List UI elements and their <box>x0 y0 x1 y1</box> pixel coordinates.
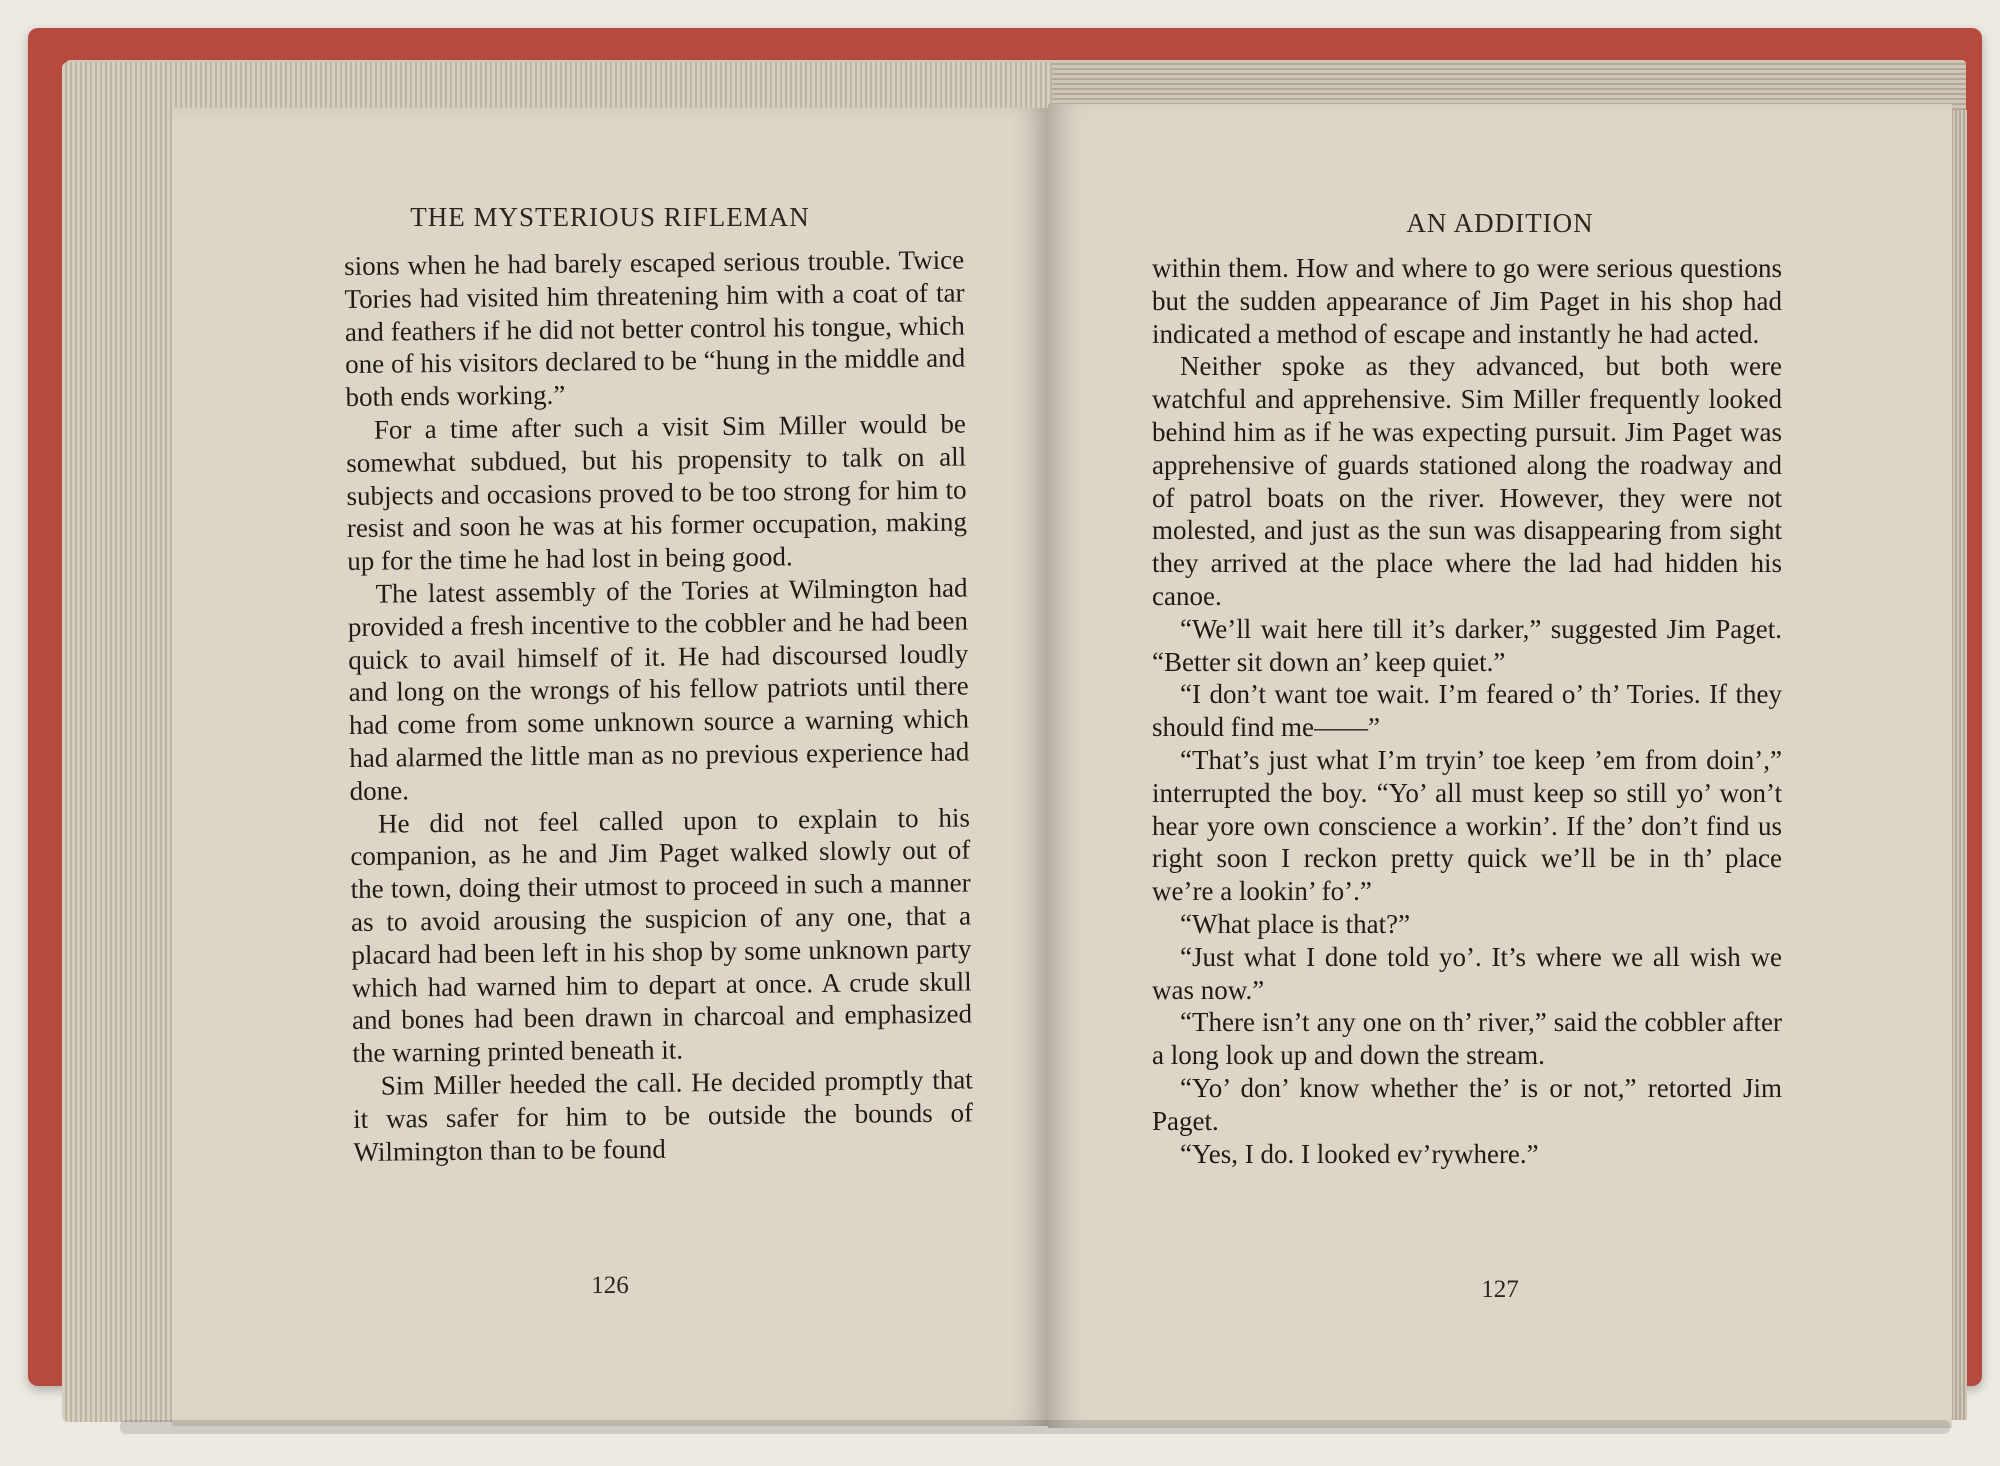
body-text <box>1152 252 1782 1170</box>
paragraph: “Just what I done told yo’. It’s where we all wish we was now.” <box>1152 941 1782 1005</box>
paragraph: “I don’t want toe wait. I’m feared o’ th’ Tories. If they should find me——” <box>1152 679 1782 743</box>
page-number: 127 <box>1481 1276 1519 1303</box>
paragraph: Sim Miller heeded the call. He decided promptly that it was safer for him to be outside the bounds of Wilmington than to be found <box>352 1064 974 1167</box>
paragraph: For a time after such a visit Sim Miller would be somewhat subdued, but his propensity to talk on all subjects and occasions proved to be too strong for him to resist and soon he was at his former occupation, making up for the time he had lost in being good. <box>346 408 968 577</box>
page-number: 126 <box>591 1272 629 1299</box>
running-head: THE MYSTERIOUS RIFLEMAN <box>410 202 810 232</box>
body-text <box>344 244 974 1169</box>
paragraph: The latest assembly of the Tories at Wilmington had provided a fresh incentive to the cobbler and he had been quick to avail himself of it. He had discoursed loudly and long on the wrongs of his fellow patriots until there had come from some unknown source a warning which had alarmed the little man as no previous experience had done. <box>347 572 970 806</box>
paragraph: sions when he had barely escaped serious trouble. Twice Tories had visited him threatening him with a coat of tar and feathers if he did not better control his tongue, which one of his visitors declared to be “hung in the middle and both ends working.” <box>344 244 966 413</box>
paragraph: Neither spoke as they advanced, but both were watchful and apprehensive. Sim Miller frequently looked behind him as if he was expecting pursuit. Jim Paget was apprehensive of guards stationed along the roadway and of patrol boats on the river. However, they were not molested, and just as the sun was disappearing from sight they arrived at the place where the lad had hidden his canoe. <box>1152 351 1782 611</box>
paragraph: He did not feel called upon to explain to his companion, as he and Jim Paget walked slowly out of the town, doing their utmost to proceed in such a manner as to avoid arousing the suspicion of any one, that a placard had been left in his shop by some unknown party which had warned him to depart at once. A crude skull and bones had been drawn in charcoal and emphasized the warning printed beneath it. <box>350 802 973 1069</box>
paragraph: “There isn’t any one on th’ river,” said the cobbler after a long look up and down the stream. <box>1152 1007 1782 1071</box>
paragraph: “Yes, I do. I looked ev’rywhere.” <box>1180 1138 1539 1169</box>
paragraph: “We’ll wait here till it’s darker,” suggested Jim Paget. “Better sit down an’ keep quiet.” <box>1152 613 1782 677</box>
page-edges-bottom <box>120 1420 1950 1434</box>
paragraph: “What place is that?” <box>1180 908 1411 939</box>
running-head: AN ADDITION <box>1406 208 1594 238</box>
left-page <box>172 108 1048 1426</box>
paragraph: “That’s just what I’m tryin’ toe keep ’em from doin’,” interrupted the boy. “Yo’ all must keep so still yo’ won’t hear yore own conscience a workin’. If the’ don’t find us right soon I reckon pretty quick we’ll be in th’ place we’re a lookin’ fo’.” <box>1152 744 1782 907</box>
paragraph: within them. How and where to go were serious questions but the sudden appearance of Jim Paget in his shop had indicated a method of escape and instantly he had acted. <box>1152 253 1782 349</box>
paragraph: “Yo’ don’ know whether the’ is or not,” retorted Jim Paget. <box>1152 1072 1782 1136</box>
right-page <box>1048 104 1952 1428</box>
